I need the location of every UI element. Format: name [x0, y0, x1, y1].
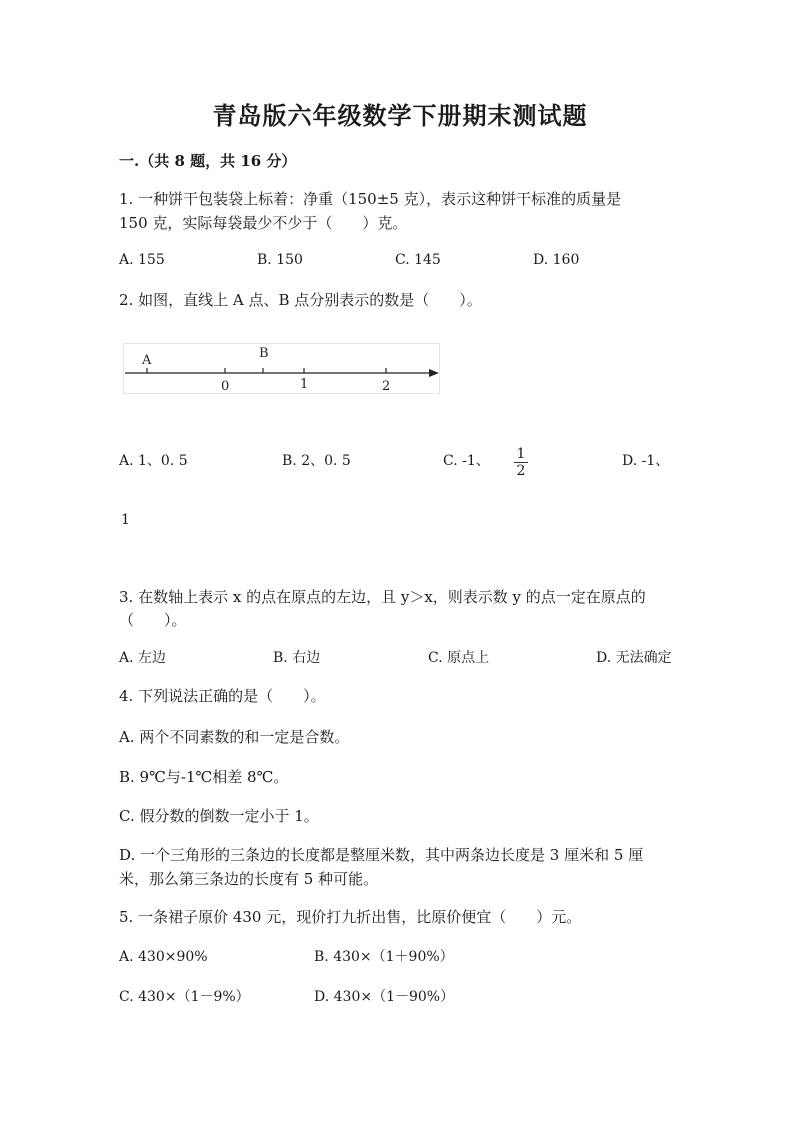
page-title: 青岛版六年级数学下册期末测试题 — [212, 101, 588, 130]
question-5-option-a: A. 430×90% — [119, 949, 208, 965]
question-3-line-1: 3. 在数轴上表示 x 的点在原点的左边，且 y＞x，则表示数 y 的点一定在原点的 — [119, 588, 646, 606]
point-b-label: B — [259, 346, 269, 361]
fraction-denominator: 2 — [516, 463, 526, 479]
figure-frame — [124, 344, 440, 394]
question-4-option-d-line-2: 米，那么第三条边的长度有 5 种可能。 — [119, 870, 379, 888]
question-2-stem: 2. 如图，直线上 A 点、B 点分别表示的数是（ ）。 — [119, 291, 482, 309]
question-1-line-1: 1. 一种饼干包装袋上标着：净重（150±5 克），表示这种饼干标准的质量是 — [119, 190, 622, 208]
question-3-option-d: D. 无法确定 — [596, 650, 672, 666]
question-5-option-d: D. 430×（1－90%） — [314, 989, 455, 1005]
question-1-option-b: B. 150 — [257, 252, 303, 268]
fraction-numerator: 1 — [516, 446, 526, 462]
question-2-option-b: B. 2、0. 5 — [282, 453, 351, 469]
question-2-option-c: C. -1、 — [443, 453, 490, 469]
question-4-option-d-line-1: D. 一个三角形的三条边的长度都是整厘米数，其中两条边长度是 3 厘米和 5 厘 — [119, 846, 644, 864]
point-a-label: A — [142, 353, 152, 368]
question-4-stem: 4. 下列说法正确的是（ ）。 — [119, 687, 326, 705]
question-2-option-d-continued: 1 — [121, 512, 130, 528]
section-heading: 一.（共 8 题，共 16 分） — [119, 152, 297, 170]
question-1-option-d: D. 160 — [533, 252, 580, 268]
question-2-option-d: D. -1、 — [622, 453, 670, 469]
question-5-option-c: C. 430×（1－9%） — [119, 989, 250, 1005]
question-3-line-2: （ ）。 — [119, 611, 187, 629]
number-line-figure — [123, 343, 441, 395]
question-5-stem: 5. 一条裙子原价 430 元，现价打九折出售，比原价便宜（ ）元。 — [119, 908, 582, 926]
question-2-option-a: A. 1、0. 5 — [119, 453, 188, 469]
fraction-one-half — [514, 447, 528, 478]
question-4-option-c: C. 假分数的倒数一定小于 1。 — [119, 807, 319, 825]
question-1-option-c: C. 145 — [395, 252, 441, 268]
tick-label-0: 0 — [221, 379, 230, 394]
question-4-option-a: A. 两个不同素数的和一定是合数。 — [119, 728, 350, 746]
question-1-option-a: A. 155 — [119, 252, 165, 268]
question-4-option-b: B. 9℃与-1℃相差 8℃。 — [119, 768, 289, 786]
question-5-option-b: B. 430×（1＋90%） — [314, 949, 454, 965]
tick-label-1: 1 — [300, 377, 309, 392]
question-1-line-2: 150 克，实际每袋最少不少于（ ）克。 — [119, 214, 408, 232]
question-3-option-a: A. 左边 — [119, 650, 167, 666]
tick-label-2: 2 — [382, 379, 391, 394]
question-3-option-b: B. 右边 — [273, 650, 321, 666]
question-3-option-c: C. 原点上 — [428, 650, 490, 666]
